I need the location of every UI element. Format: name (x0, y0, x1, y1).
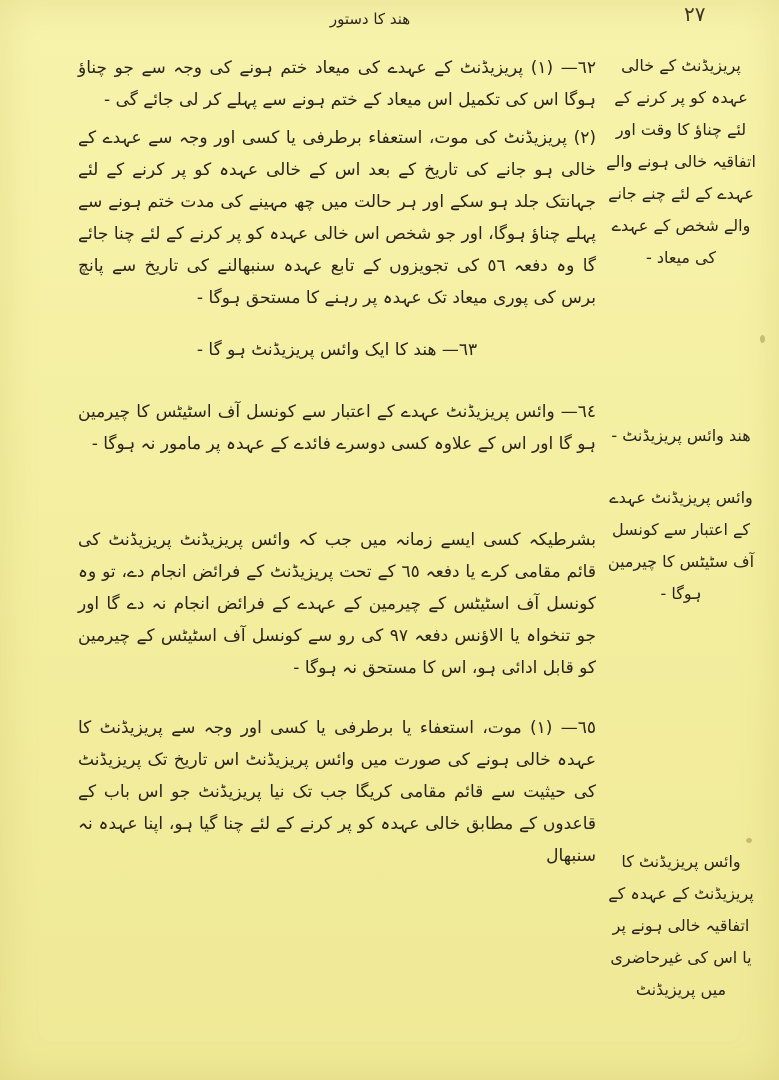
page-number: ٢٧ (684, 2, 706, 26)
paper-speck (746, 838, 752, 843)
main-text-column (78, 52, 596, 872)
section-65-clause-1: ٦٥— (١) موت، استعفاء یا برطرفی یا کسی اور وجہ سے پریزیڈنٹ کا عہدہ خالی ہونے کی صورت میں وائس پریزیڈنٹ اس تاریخ تک پریزیڈنٹ کی حیثیت سے قائم مقامی کریگا جب تک نیا پریزیڈنٹ جو اس باب کے قاعدوں کے مطابق خالی عہدہ کو پر کرنے کے لئے چنا گیا ہو، اپنا عہدہ نہ سنبھال (78, 718, 596, 866)
section-62-clause-1: ٦٢— (١) پریزیڈنٹ کے عہدے کی میعاد ختم ہونے کی وجہ سے جو چناؤ ہوگا اس کی تکمیل اس میعاد کے ختم ہونے سے پہلے کر لی جائے گی - (78, 58, 596, 110)
running-header: ھند کا دستور (329, 10, 411, 28)
section-62-clause-2: (٢) پریزیڈنٹ کی موت، استعفاء برطرفی یا کسی اور وجہ سے عہدے کے خالی ہو جانے کی تاریخ کے بعد اس کے خالی عہدہ کو پر کرنے کے لئے جہانتک جلد ہو سکے اور ہر حالت میں چھ مہینے کی مدت ختم ہونے سے پہلے چناؤ ہوگا، اور جو شخص اس خالی عہدہ کو پر کرنے کے لئے چنا جائے گا وہ دفعہ ٥٦ کی تجویزوں کے تابع عہدہ سنبھالنے کی تاریخ سے پانچ برس کی پوری میعاد تک عہدہ پر رہنے کا مستحق ہوگا - (78, 128, 596, 308)
margin-note-65: وائس پریزیڈنٹ کا پریزیڈنٹ کے عہدہ کے اتفاقیہ خالی ہونے پر یا اس کی غیرحاضری میں پریزیڈنٹ (608, 852, 754, 999)
margin-note-64: وائس پریزیڈنٹ عہدے کے اعتبار سے کونسل آف سٹیٹس کا چیرمین ہوگا - (607, 488, 755, 603)
section-63: ٦٣— ھند کا ایک وائس پریزیڈنٹ ہو گا - (196, 340, 478, 360)
section-64: ٦٤— وائس پریزیڈنٹ عہدے کے اعتبار سے کونسل آف اسٹیٹس کا چیرمین ہو گا اور اس کے علاوہ کسی دوسرے فائدے کے عہدہ پر مامور نہ ہوگا - (78, 402, 596, 454)
section-64-proviso: بشرطیکہ کسی ایسے زمانہ میں جب کہ وائس پریزیڈنٹ پریزیڈنٹ کی قائم مقامی کرے یا دفعہ ٦٥ کے تحت پریزیڈنٹ کے فرائض انجام دے، تو وہ کونسل آف اسٹیٹس کے چیرمین کے عہدے کے فرائض انجام نہ دے گا اور جو تنخواہ یا الاؤنس دفعہ ٩٧ کی رو سے کونسل آف اسٹیٹس کے چیرمین کو قابل ادائی ہو، اس کا مستحق نہ ہوگا - (78, 530, 596, 678)
margin-note-62: پریزیڈنٹ کے خالی عہدہ کو پر کرنے کے لئے چناؤ کا وقت اور اتفاقیہ خالی ہونے والے عہدے کے لئے چنے جانے والے شخص کے عہدے کی میعاد - (606, 56, 756, 267)
margin-note-63: ھند وائس پریزیڈنٹ - (611, 426, 751, 445)
paper-speck (760, 335, 765, 343)
